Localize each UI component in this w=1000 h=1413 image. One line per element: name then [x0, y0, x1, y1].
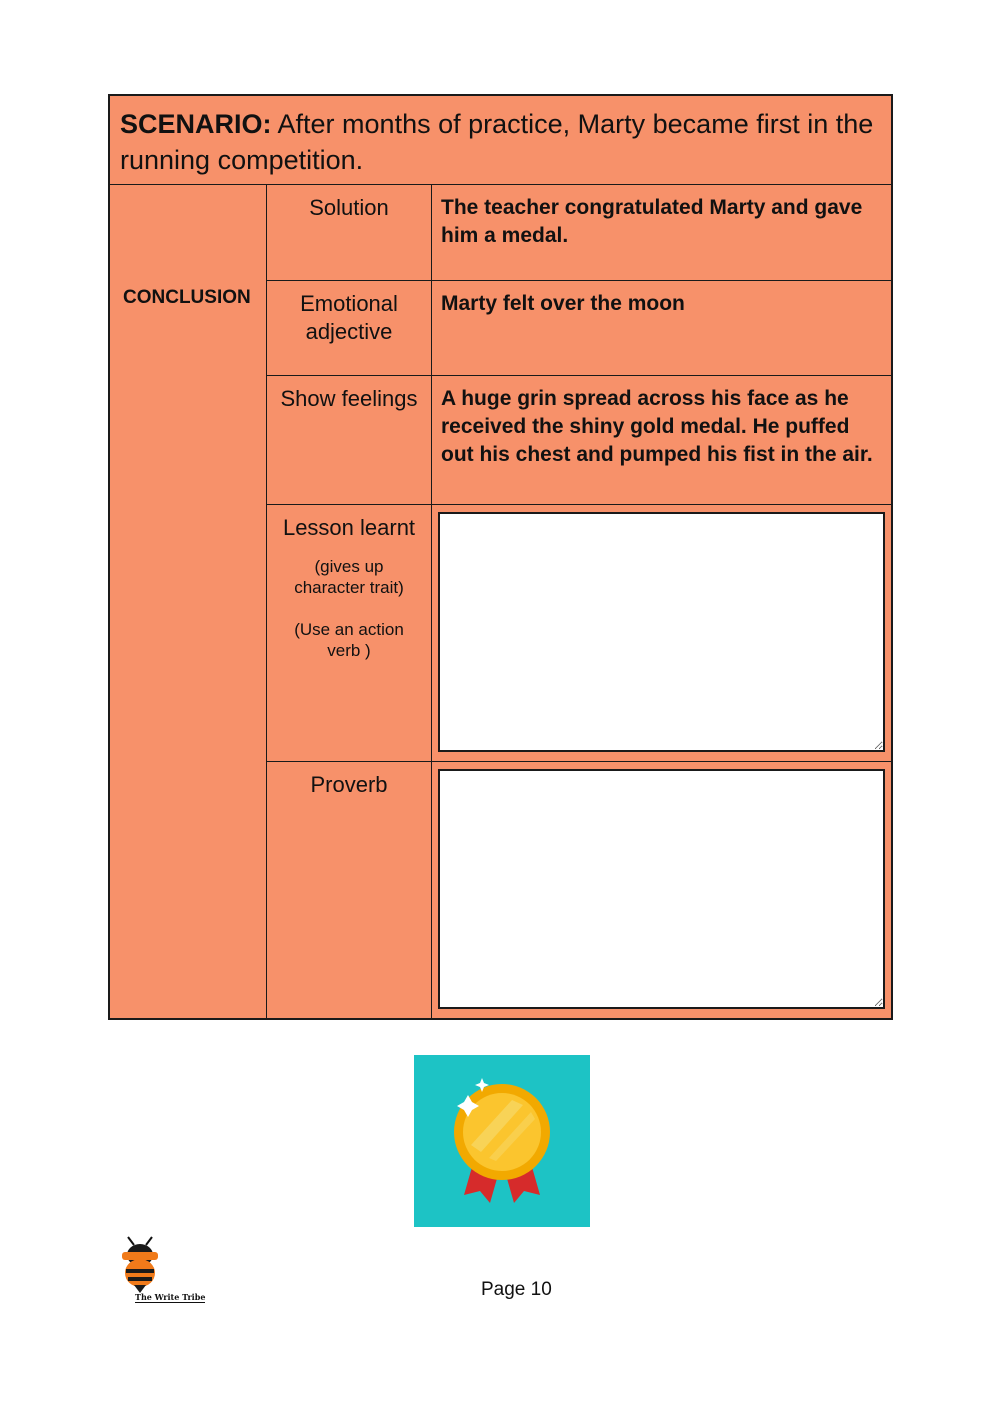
row-show-feelings: [267, 376, 891, 505]
logo-text: The Write Tribe: [135, 1292, 206, 1302]
row-heading: Solution: [267, 185, 432, 280]
scenario-text: After months of practice, Marty became first in the running competition.: [120, 109, 874, 175]
row-answer-cell: [432, 505, 891, 761]
conclusion-column: [110, 185, 267, 1018]
row-heading: [267, 505, 432, 761]
row-lesson-learnt: [267, 505, 891, 762]
conclusion-label: CONCLUSION: [123, 287, 251, 308]
scenario-header: [110, 96, 891, 185]
row-answer-cell: [432, 762, 891, 1018]
medal-icon: [414, 1055, 590, 1227]
proverb-answer-input[interactable]: [438, 769, 885, 1009]
worksheet-table: [108, 94, 893, 1020]
row-heading: Proverb: [267, 762, 432, 1018]
row-proverb: [267, 762, 891, 1018]
row-solution: [267, 185, 891, 281]
row-heading: Emotional adjective: [267, 281, 432, 375]
row-heading-title: Lesson learnt: [282, 515, 416, 540]
row-heading-note: (gives up character trait): [294, 557, 404, 597]
row-content: Marty felt over the moon: [441, 292, 685, 315]
row-content: The teacher congratulated Marty and gave him a medal.: [441, 196, 863, 247]
lesson-learnt-answer-input[interactable]: [438, 512, 885, 752]
page-number: Page 10: [481, 1279, 552, 1300]
scenario-label: SCENARIO:: [120, 109, 272, 139]
row-content: A huge grin spread across his face as he received the shiny gold medal. He puffed out his chest and pumped his fist in the air.: [441, 387, 873, 466]
row-heading-note: (Use an action verb ): [294, 620, 404, 660]
row-heading: Show feelings: [267, 376, 432, 504]
write-tribe-logo: [112, 1235, 217, 1309]
row-emotional-adjective: [267, 281, 891, 376]
